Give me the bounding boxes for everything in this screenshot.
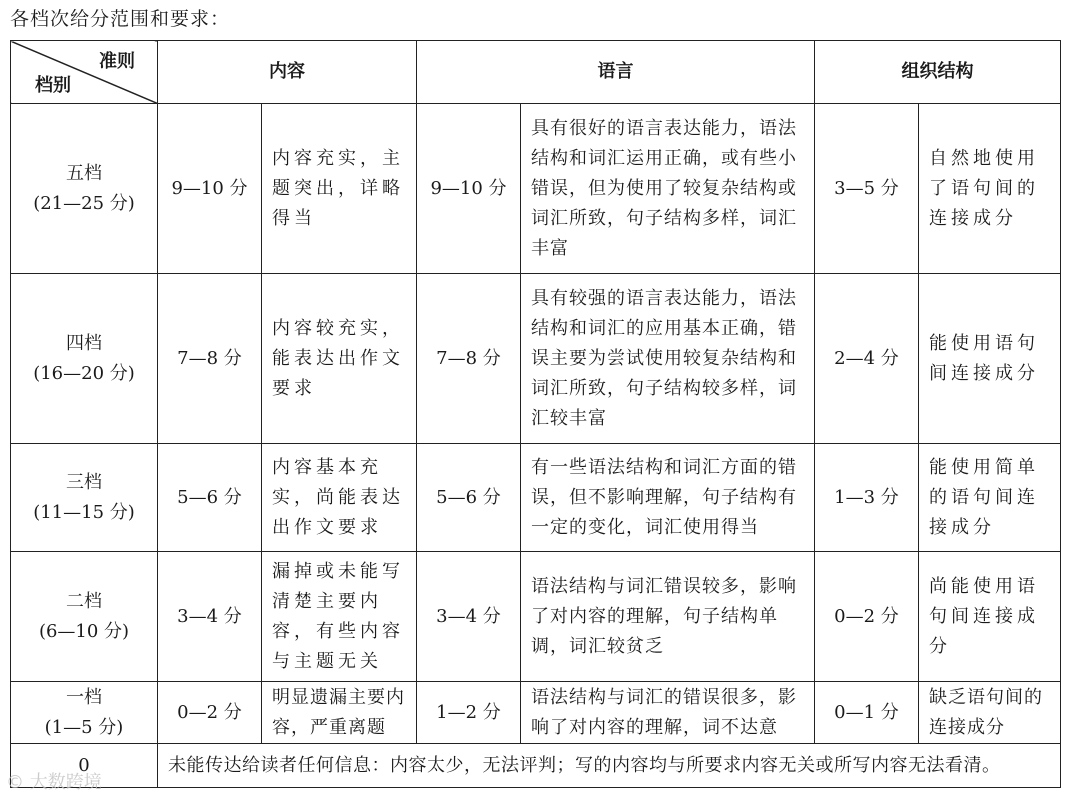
level-cell (11, 552, 158, 682)
scoring-rubric-table (10, 40, 1061, 788)
language-score: 3—4 分 (417, 552, 521, 682)
language-score: 7—8 分 (417, 274, 521, 444)
language-score: 9—10 分 (417, 104, 521, 274)
table-row (11, 682, 1061, 744)
content-score: 7—8 分 (158, 274, 262, 444)
level-range: (1—5 分) (44, 716, 124, 738)
level-range: (6—10 分) (38, 620, 130, 642)
header-organization: 组织结构 (815, 41, 1061, 104)
level-name: 四档 (66, 332, 102, 354)
header-language: 语言 (417, 41, 815, 104)
content-score: 0—2 分 (158, 682, 262, 744)
content-score: 9—10 分 (158, 104, 262, 274)
language-description: 具有较强的语言表达能力，语法结构和词汇的应用基本正确，错误主要为尝试使用较复杂结构和词汇所致，句子结构较多样，词汇较丰富 (521, 274, 815, 444)
watermark-logo: © 大数跨境 (6, 772, 102, 793)
organization-score: 1—3 分 (815, 444, 919, 552)
table-row (11, 444, 1061, 552)
content-description: 内容基本充实，尚能表达出作文要求 (262, 444, 417, 552)
level-cell (11, 444, 158, 552)
content-description: 漏掉或未能写清楚主要内容，有些内容与主题无关 (262, 552, 417, 682)
criteria-label: 准则 (99, 51, 135, 72)
language-description: 语法结构与词汇错误较多，影响了对内容的理解，句子结构单调，词汇较贫乏 (521, 552, 815, 682)
header-content: 内容 (158, 41, 417, 104)
level-name: 二档 (66, 590, 102, 612)
organization-score: 0—1 分 (815, 682, 919, 744)
language-description: 具有很好的语言表达能力，语法结构和词汇运用正确，或有些小错误，但为使用了较复杂结构或词汇所致，句子结构多样，词汇丰富 (521, 104, 815, 274)
level-zero-description: 未能传达给读者任何信息：内容太少，无法评判；写的内容均与所要求内容无关或所写内容无法看清。 (158, 744, 1061, 788)
table-row (11, 274, 1061, 444)
level-range: (11—15 分) (33, 501, 135, 523)
language-description: 有一些语法结构和词汇方面的错误，但不影响理解，句子结构有一定的变化，词汇使用得当 (521, 444, 815, 552)
diagonal-header-cell (11, 41, 158, 104)
level-name: 三档 (66, 471, 102, 493)
organization-score: 3—5 分 (815, 104, 919, 274)
level-name: 一档 (66, 686, 102, 708)
organization-description: 自然地使用了语句间的连接成分 (919, 104, 1061, 274)
level-range: (16—20 分) (33, 362, 135, 384)
language-description: 语法结构与词汇的错误很多，影响了对内容的理解，词不达意 (521, 682, 815, 744)
content-description: 内容充实，主题突出，详略得当 (262, 104, 417, 274)
language-score: 5—6 分 (417, 444, 521, 552)
organization-score: 2—4 分 (815, 274, 919, 444)
content-score: 3—4 分 (158, 552, 262, 682)
table-row (11, 104, 1061, 274)
organization-description: 尚能使用语句间连接成分 (919, 552, 1061, 682)
header-row (11, 41, 1061, 104)
level-cell (11, 682, 158, 744)
level-zero-cell: 0 (11, 744, 158, 788)
organization-description: 能使用语句间连接成分 (919, 274, 1061, 444)
level-label: 档别 (35, 75, 71, 96)
level-cell (11, 104, 158, 274)
language-score: 1—2 分 (417, 682, 521, 744)
table-caption: 各档次给分范围和要求： (10, 8, 231, 30)
content-score: 5—6 分 (158, 444, 262, 552)
table-row (11, 552, 1061, 682)
content-description: 内容较充实，能表达出作文要求 (262, 274, 417, 444)
content-description: 明显遗漏主要内容，严重离题 (262, 682, 417, 744)
level-name: 五档 (66, 162, 102, 184)
organization-score: 0—2 分 (815, 552, 919, 682)
level-cell (11, 274, 158, 444)
organization-description: 缺乏语句间的连接成分 (919, 682, 1061, 744)
organization-description: 能使用简单的语句间连接成分 (919, 444, 1061, 552)
table-row-zero (11, 744, 1061, 788)
level-range: (21—25 分) (33, 192, 135, 214)
